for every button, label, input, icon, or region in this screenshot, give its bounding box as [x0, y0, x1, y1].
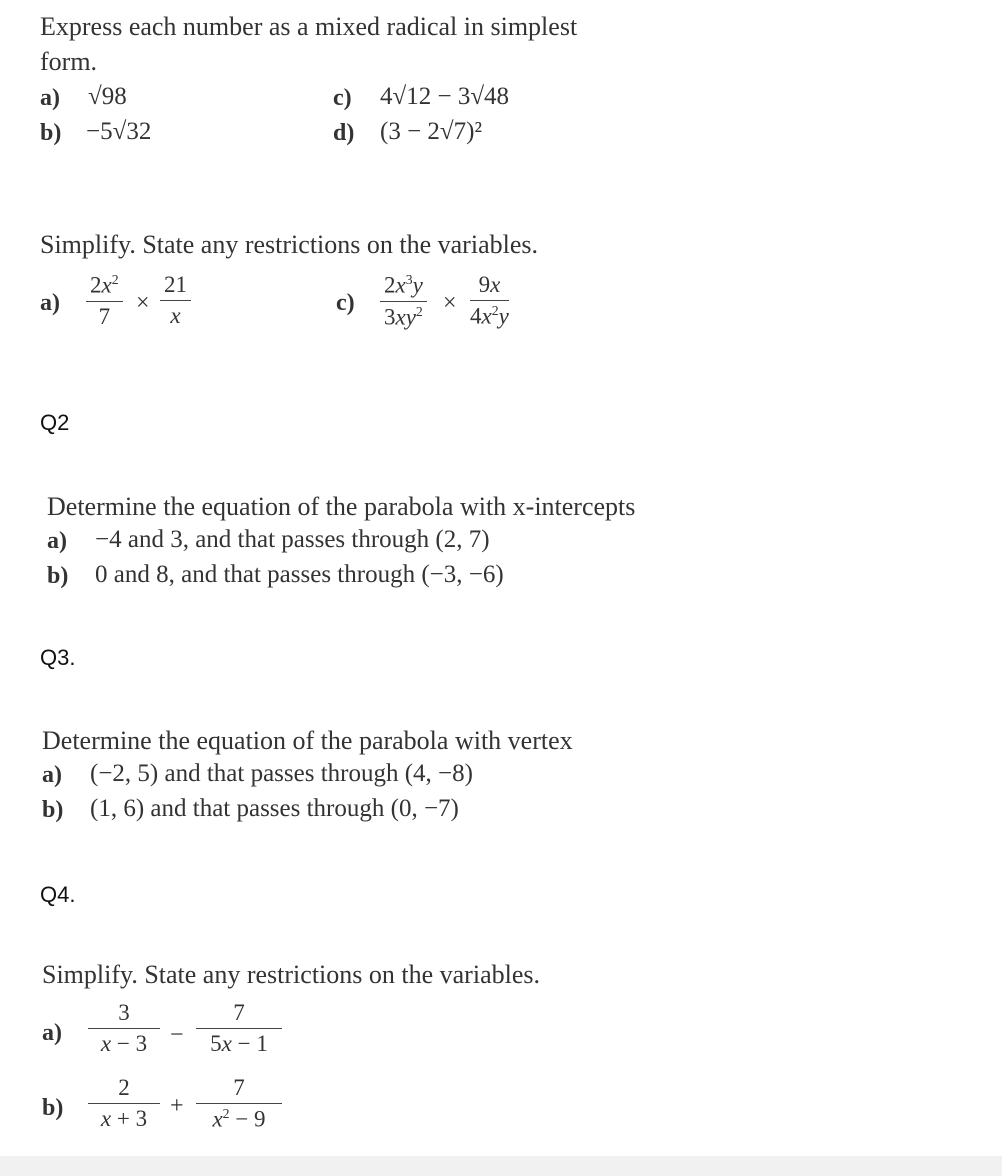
q4-a-fraction-1: $\frac{3}{x - 3}$ [88, 1000, 160, 1057]
q2-a-text: −4 and 3, and that passes through (2, 7) [95, 526, 490, 553]
q4-b-fraction-1: $\frac{2}{x + 3}$ [88, 1075, 160, 1132]
q1b-a-fraction-2: $\frac{21}{x}$ [160, 272, 191, 329]
q2-a-label: a) [47, 528, 67, 554]
q2-b-text: 0 and 8, and that passes through (−3, −6) [95, 561, 504, 588]
q2-instruction: Determine the equation of the parabola with x-intercepts [47, 492, 636, 521]
q1b-c-fraction-2: $\frac{9x}{4x^2y}$ [470, 272, 509, 329]
bottom-scroll-band [0, 1156, 1002, 1176]
q3-heading: Q3. [40, 645, 76, 670]
q1b-a-fraction-1: $\frac{2x^2}{7}$ [86, 272, 123, 330]
q1-c-expression: 4√12 − 3√48 [380, 83, 510, 110]
q1-d-label: d) [333, 120, 355, 146]
plus-sign: + [170, 1093, 184, 1119]
q1-instruction-line2: form. [40, 47, 98, 76]
q3-b-label: b) [42, 797, 64, 823]
q1b-c-label: c) [336, 290, 355, 316]
q3-a-text: (−2, 5) and that passes through (4, −8) [90, 760, 473, 787]
q2-heading: Q2 [40, 410, 70, 435]
q1-a-expression: √98 [88, 83, 127, 110]
q3-b-text: (1, 6) and that passes through (0, −7) [90, 795, 459, 822]
q4-b-label: b) [42, 1095, 64, 1121]
q1b-a-label: a) [40, 290, 60, 316]
q3-instruction: Determine the equation of the parabola with vertex [42, 726, 573, 755]
minus-sign: − [170, 1022, 184, 1048]
q1-b-label: b) [40, 120, 62, 146]
q4-heading: Q4. [40, 882, 76, 907]
q1-instruction-line1: Express each number as a mixed radical in simplest [40, 12, 578, 41]
q1b-instruction: Simplify. State any restrictions on the variables. [40, 230, 538, 259]
q2-b-label: b) [47, 563, 69, 589]
q4-a-label: a) [42, 1020, 62, 1046]
q1-b-expression: −5√32 [86, 118, 152, 145]
q4-instruction: Simplify. State any restrictions on the variables. [42, 960, 540, 989]
q1-a-label: a) [40, 85, 60, 111]
q4-a-fraction-2: $\frac{7}{5x - 1}$ [196, 1000, 282, 1057]
q4-b-fraction-2: $\frac{7}{x^2 - 9}$ [196, 1075, 282, 1133]
q3-a-label: a) [42, 762, 62, 788]
times-sign: × [443, 290, 457, 316]
q1-d-expression: (3 − 2√7)² [380, 118, 482, 145]
q1b-c-fraction-1: $\frac{2x^3y}{3xy^2}$ [380, 272, 427, 330]
times-sign: × [136, 290, 150, 316]
q1-c-label: c) [333, 85, 352, 111]
